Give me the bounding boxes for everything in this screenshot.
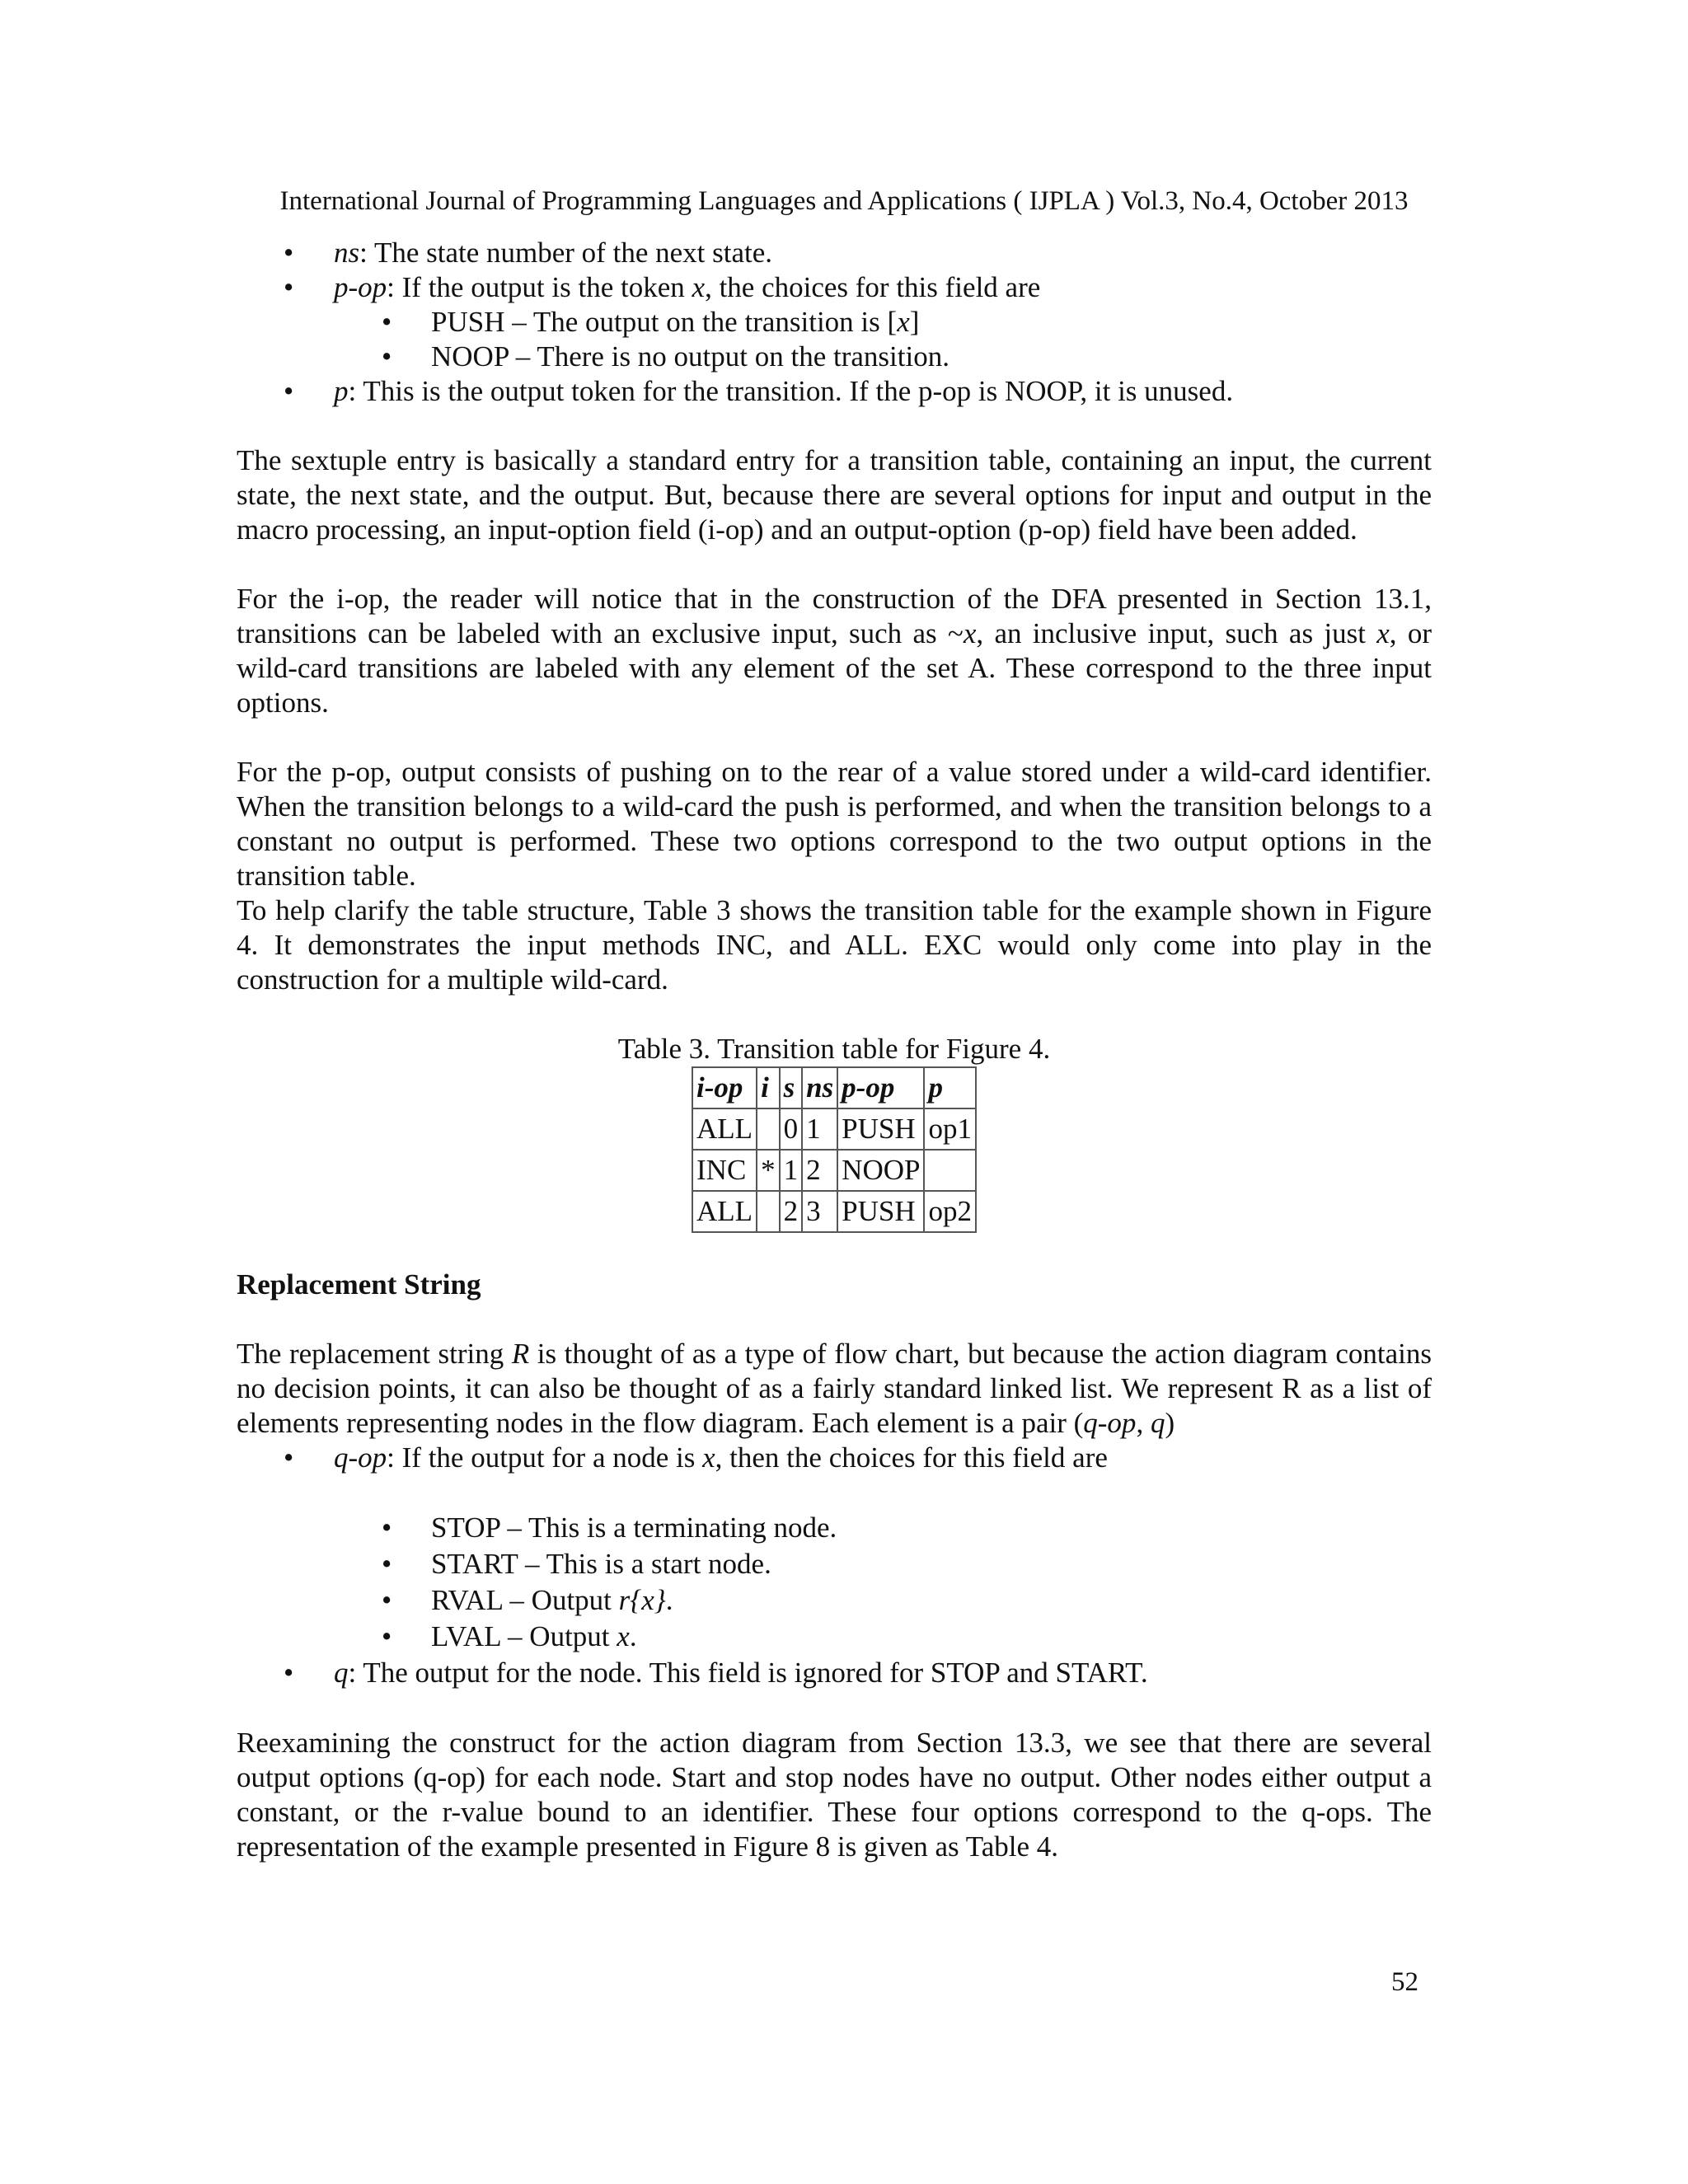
table-cell: NOOP [837, 1150, 924, 1191]
page-number: 52 [1391, 1967, 1418, 1997]
table-cell: 0 [780, 1108, 803, 1150]
page-content [237, 236, 1432, 1864]
running-header: International Journal of Programming Languages and Applications ( IJPLA ) Vol.3, No.4, October 2013 [279, 186, 1409, 216]
paragraph-i-op: For the i-op, the reader will notice that in the construction of the DFA presented in Section 13.1, transitions can be labeled with an exclusive input, such as ~x, an inclusive input, such as just x, or wild-card transitions are labeled with any element of the set A. These correspond to the three input options. [237, 583, 1432, 719]
table-cell: op1 [924, 1108, 976, 1150]
column-header: p [924, 1067, 976, 1108]
column-header: p-op [837, 1067, 924, 1108]
table-cell: op2 [924, 1191, 976, 1232]
table-cell: 3 [802, 1191, 837, 1232]
list-item-noop: • NOOP – There is no output on the transition. [237, 340, 1432, 374]
list-item-ns: • ns: The state number of the next state. [237, 236, 1432, 270]
table-cell: PUSH [837, 1108, 924, 1150]
table-cell: 1 [780, 1150, 803, 1191]
table-row [692, 1191, 976, 1232]
list-item-push: • PUSH – The output on the transition is [x] [237, 305, 1432, 340]
table-cell: 2 [780, 1191, 803, 1232]
list-item-lval: • LVAL – Output x. [237, 1619, 1432, 1655]
table-cell: PUSH [837, 1191, 924, 1232]
table-cell: 2 [802, 1150, 837, 1191]
list-item-rval: • RVAL – Output r{x}. [237, 1582, 1432, 1619]
column-header: i-op [692, 1067, 757, 1108]
field-term: ns [334, 237, 360, 269]
table-caption: Table 3. Transition table for Figure 4. [617, 1033, 1051, 1065]
list-item-q: • q: The output for the node. This field is ignored for STOP and START. [237, 1655, 1432, 1691]
list-item-start: • START – This is a start node. [237, 1546, 1432, 1582]
table-cell: * [757, 1150, 780, 1191]
list-item-p-op: • p-op: If the output is the token x, the choices for this field are [237, 270, 1432, 305]
field-term: p-op [334, 271, 387, 303]
paragraph-table-intro: To help clarify the table structure, Table 3 shows the transition table for the example shown in Figure 4. It demonstrates the input methods INC, and ALL. EXC would only come into play in the construction for a multiple wild-card. [237, 894, 1432, 996]
field-term: q-op [334, 1441, 387, 1474]
section-heading: Replacement String [237, 1268, 481, 1301]
column-header: ns [802, 1067, 837, 1108]
q-op-options-list [237, 1510, 1432, 1691]
column-header: i [757, 1067, 780, 1108]
transition-table [692, 1066, 977, 1233]
table-cell [924, 1150, 976, 1191]
table-cell: 1 [802, 1108, 837, 1150]
q-op-definition-list [237, 1441, 1432, 1475]
field-term: q [334, 1657, 349, 1689]
table-header-row [692, 1067, 976, 1108]
table-cell [757, 1191, 780, 1232]
table-row [692, 1108, 976, 1150]
paragraph-action-diagram: Reexamining the construct for the action diagram from Section 13.3, we see that there are several output options (q-op) for each node. Start and stop nodes have no output. Other nodes either output a constant, or the r-value bound to an identifier. These four options correspond to the q-ops. The representation of the example presented in Figure 8 is given as Table 4. [237, 1727, 1432, 1863]
list-item-stop: • STOP – This is a terminating node. [237, 1510, 1432, 1546]
table-row [692, 1150, 976, 1191]
list-item-q-op: • q-op: If the output for a node is x, then the choices for this field are [237, 1441, 1432, 1475]
table-cell: INC [692, 1150, 757, 1191]
paragraph-sextuple: The sextuple entry is basically a standard entry for a transition table, containing an input, the current state, the next state, and the output. But, because there are several options for input and output in the macro processing, an input-option field (i-op) and an output-option (p-op) field have been added. [237, 444, 1432, 546]
paragraph-replacement-string: The replacement string R is thought of as a type of flow chart, but because the action diagram contains no decision points, it can also be thought of as a fairly standard linked list. We represent R as a list of elements representing nodes in the flow diagram. Each element is a pair (q-op, q) [237, 1338, 1432, 1439]
table-cell: ALL [692, 1108, 757, 1150]
column-header: s [780, 1067, 803, 1108]
paragraph-p-op: For the p-op, output consists of pushing on to the rear of a value stored under a wild-card identifier. When the transition belongs to a wild-card the push is performed, and when the transition belongs to a constant no output is performed. These two options correspond to the two output options in the transition table. [237, 756, 1432, 892]
table-cell: ALL [692, 1191, 757, 1232]
table-cell [757, 1108, 780, 1150]
list-item-p: • p: This is the output token for the transition. If the p-op is NOOP, it is unused. [237, 374, 1432, 409]
field-term: p [334, 375, 349, 407]
field-definition-list [237, 236, 1432, 409]
